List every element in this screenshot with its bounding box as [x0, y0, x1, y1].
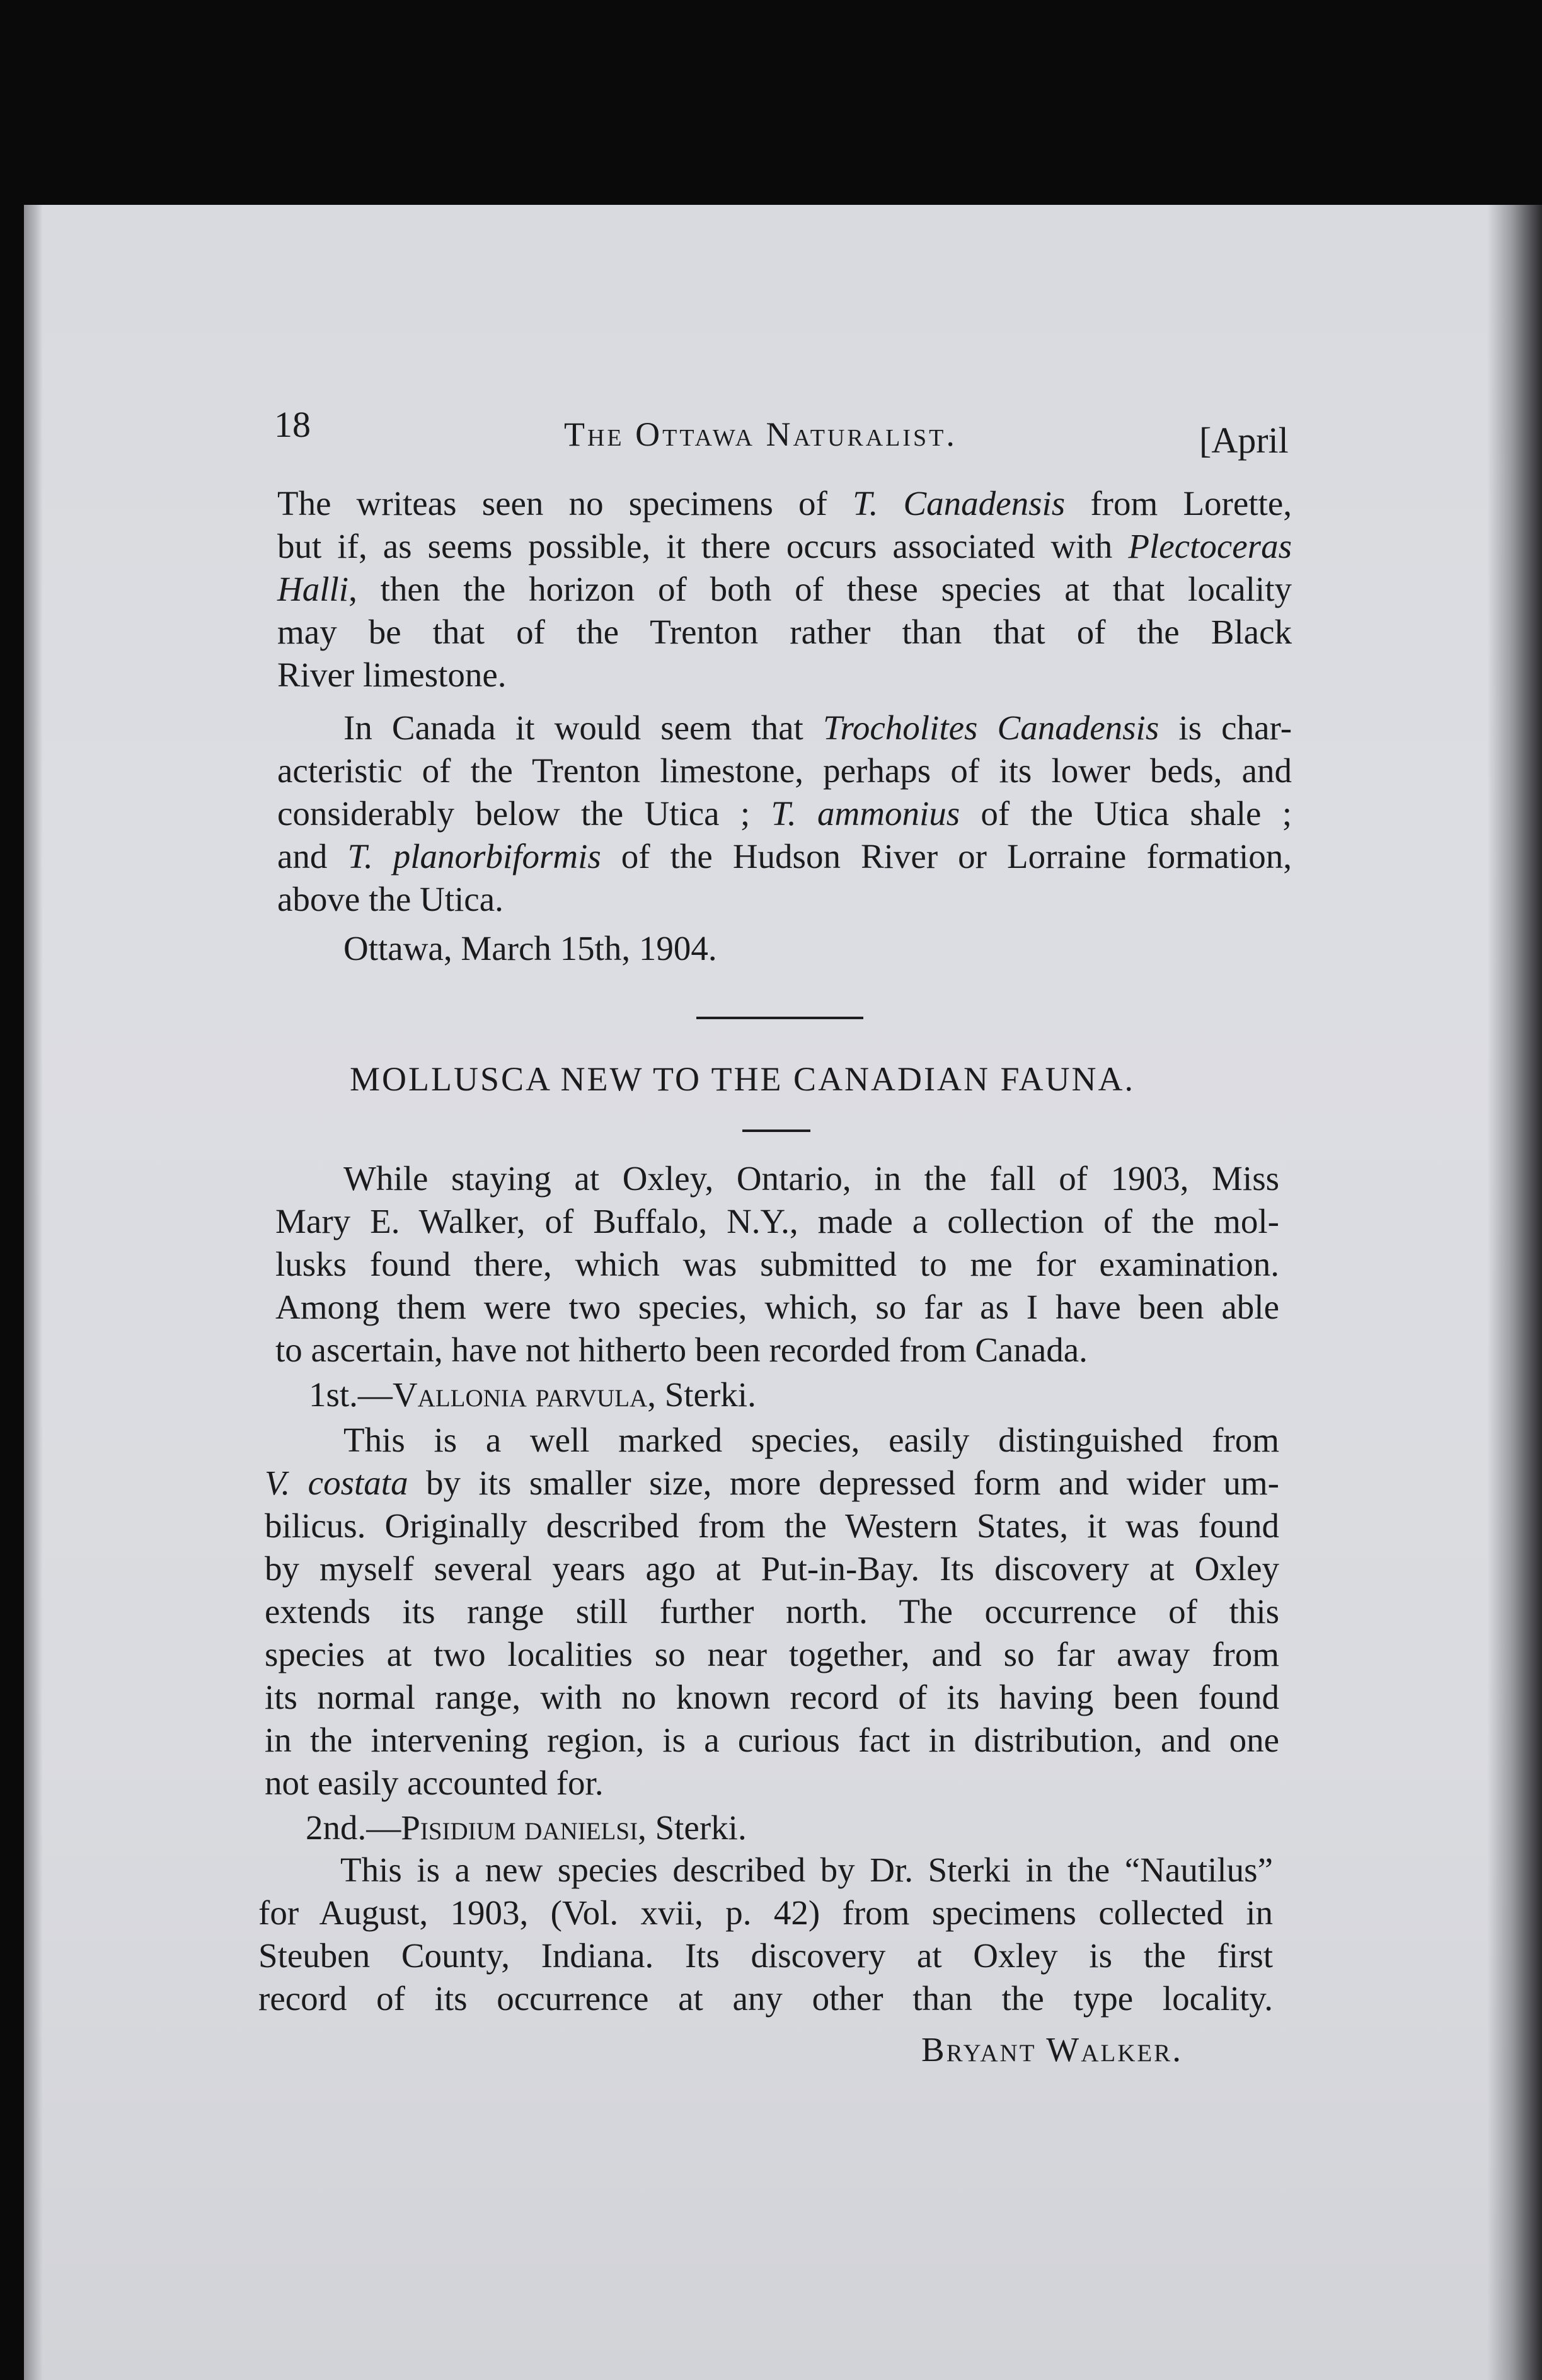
paragraph-2-line-1 [343, 707, 1292, 749]
species-1-line-9 [265, 1762, 604, 1805]
species-1-line-7 [265, 1676, 1279, 1719]
text-run: considerably below the Utica ; [277, 794, 771, 833]
species-1-heading [309, 1373, 756, 1416]
text-run: The write [277, 484, 428, 523]
species-name: V. costata [265, 1464, 408, 1502]
heading-underline-rule [742, 1129, 810, 1132]
species-name: Vallonia parvula [392, 1375, 648, 1414]
text-run: This is a well marked species, easily distinguished from [343, 1421, 1279, 1459]
species-name: T. planorbiformis [347, 837, 601, 875]
intro-line-2: Mary E. Walker, of Buffalo, N.Y., made a collection of the mol- [275, 1202, 1279, 1240]
paragraph-1-line-5 [277, 654, 507, 696]
text-run: of the Hudson River or Lorraine formation, [601, 837, 1292, 875]
text-run: may be that of the Trenton rather than that of the Black [277, 613, 1292, 651]
text-run: bilicus. Originally described from the Western States, it was found [265, 1506, 1279, 1545]
intro-line-3: lusks found there, which was submitted to me for examination. [275, 1245, 1279, 1283]
article-separator-rule [696, 1017, 863, 1019]
text-run: species at two localities so near together, and so far away from [265, 1635, 1279, 1673]
species-name: T. Canadensis [853, 484, 1066, 523]
text-run: is char- [1159, 708, 1292, 747]
species-2-line-1: This is a new species described by Dr. Sterki in the “Nautilus” [340, 1851, 1273, 1889]
paragraph-1-line-2 [277, 525, 1292, 568]
text-run: as seen no specimens of [427, 484, 853, 523]
text-run: by its smaller size, more depressed form and wider um- [408, 1464, 1280, 1502]
text-run: acteristic of the Trenton limestone, perhaps of its lower beds, and [277, 751, 1292, 790]
text-run: River limestone. [277, 656, 507, 694]
text-run: , then the horizon of both of these species at that locality [348, 570, 1292, 608]
species-name: Plectoceras [1128, 527, 1292, 565]
text-run: its normal range, with no known record of its having been found [265, 1678, 1279, 1716]
text-run: above the Utica. [277, 880, 503, 918]
species-author: , Sterki. [647, 1375, 756, 1414]
page-left-shadow [24, 205, 43, 2380]
species-author: , Sterki. [638, 1808, 747, 1847]
species-2-line-2: for August, 1903, (Vol. xvii, p. 42) from specimens collected in [258, 1893, 1273, 1932]
author-signature: Bryant Walker. [921, 2030, 1183, 2069]
species-name: Pisidium danielsi [401, 1808, 638, 1847]
paragraph-1-line-1 [277, 482, 1292, 525]
paragraph-2-line-3 [277, 792, 1292, 835]
species-1-line-2 [265, 1462, 1279, 1505]
species-1-line-8 [265, 1719, 1279, 1762]
species-1-line-6 [265, 1633, 1279, 1676]
species-1-line-1 [343, 1419, 1279, 1462]
paragraph-2-line-4 [277, 835, 1292, 878]
intro-line-5: to ascertain, have not hitherto been recorded from Canada. [275, 1331, 1088, 1369]
text-run: but if, as seems possible, it there occurs associated with [277, 527, 1129, 565]
section-heading: MOLLUSCA NEW TO THE CANADIAN FAUNA. [350, 1060, 1136, 1098]
species-1-line-4 [265, 1547, 1279, 1590]
dateline: Ottawa, March 15th, 1904. [343, 929, 717, 968]
species-name: Trocholites Canadensis [822, 708, 1159, 747]
text-run: in the intervening region, is a curious fact in distribution, and one [265, 1721, 1279, 1759]
page-right-shadow [1487, 205, 1542, 2380]
species-2-heading [306, 1806, 747, 1849]
species-2-line-3: Steuben County, Indiana. Its discovery at Oxley is the first [258, 1936, 1273, 1975]
intro-line-4: Among them were two species, which, so far as I have been able [275, 1288, 1279, 1326]
paragraph-2-line-5 [277, 878, 503, 921]
species-2-line-4: record of its occurrence at any other than the type locality. [258, 1979, 1273, 2018]
text-run: extends its range still further north. The occurrence of this [265, 1592, 1279, 1631]
paragraph-2-line-2 [277, 749, 1292, 792]
species-number: 1st.— [309, 1375, 393, 1414]
text-run: and [277, 837, 348, 875]
species-name: Halli [277, 570, 349, 608]
text-run: from Lorette, [1065, 484, 1292, 523]
page-number: 18 [274, 404, 311, 445]
species-number: 2nd.— [306, 1808, 401, 1847]
text-run: In Canada it would seem that [343, 708, 823, 747]
running-title: The Ottawa Naturalist. [564, 415, 957, 453]
paragraph-1-line-3 [277, 568, 1292, 611]
paragraph-1-line-4 [277, 611, 1292, 654]
intro-line-1: While staying at Oxley, Ontario, in the fall of 1903, Miss [343, 1159, 1279, 1198]
species-1-line-3 [265, 1505, 1279, 1547]
species-1-line-5 [265, 1590, 1279, 1633]
text-run: not easily accounted for. [265, 1764, 604, 1802]
text-run: by myself several years ago at Put-in-Bay. Its discovery at Oxley [265, 1549, 1279, 1588]
species-name: T. ammonius [771, 794, 960, 833]
text-run: of the Utica shale ; [960, 794, 1292, 833]
running-date: [April [1199, 420, 1289, 461]
